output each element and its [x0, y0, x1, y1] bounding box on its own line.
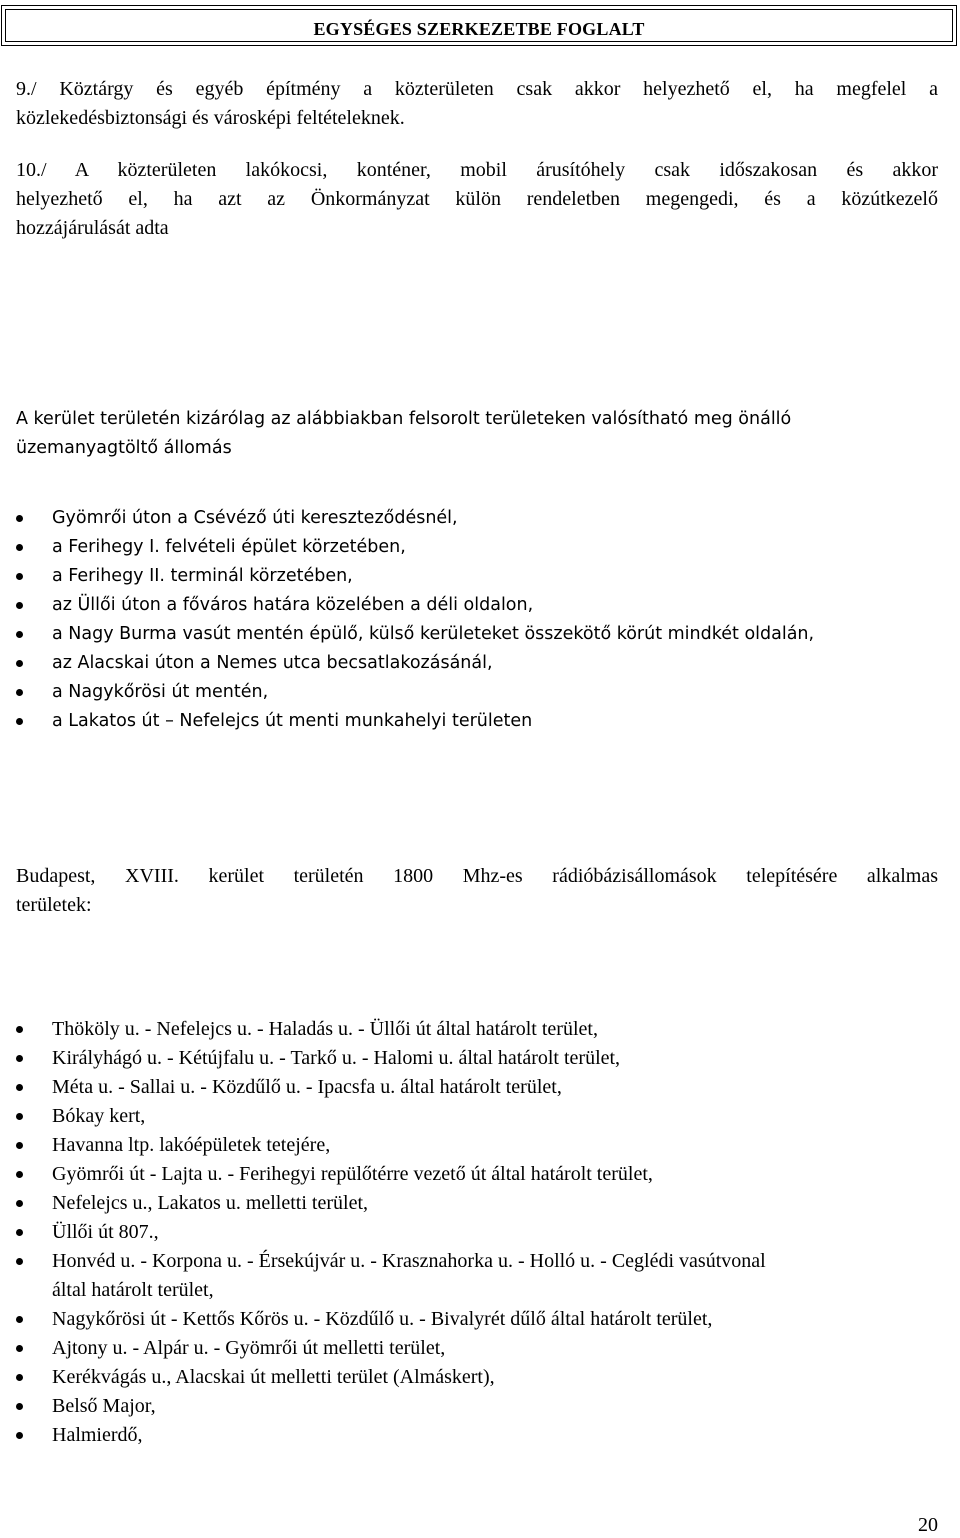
bullet-icon	[16, 544, 23, 551]
bullet-icon	[16, 1258, 23, 1265]
list-item: Üllői út 807.,	[16, 1218, 938, 1247]
list-item: Halmierdő,	[16, 1421, 938, 1450]
bullet-icon	[16, 1142, 23, 1149]
radio-intro-line-1: Budapest, XVIII. kerület területén 1800 Mhz-es rádióbázisállomások telepítésére alkalmas	[16, 865, 938, 887]
bullet-icon	[16, 1084, 23, 1091]
list-item: a Ferihegy I. felvételi épület körzetében,	[16, 533, 938, 562]
list-item: a Lakatos út – Nefelejcs út menti munkahelyi területen	[16, 707, 938, 736]
bullet-icon	[16, 718, 23, 725]
fuel-intro-line-2: üzemanyagtöltő állomás	[16, 438, 232, 458]
list-item: a Ferihegy II. terminál körzetében,	[16, 562, 938, 591]
bullet-icon	[16, 1200, 23, 1207]
bullet-icon	[16, 1026, 23, 1033]
list-item: Gyömrői út - Lajta u. - Ferihegyi repülőtérre vezető út által határolt terület,	[16, 1160, 938, 1189]
fuel-intro-line-1: A kerület területén kizárólag az alábbiakban felsorolt területeken valósítható meg önálló	[16, 409, 792, 429]
page-number: 20	[918, 1514, 938, 1536]
paragraph-9-line-2: közlekedésbiztonsági és városképi feltételeknek.	[16, 107, 405, 129]
paragraph-9	[16, 75, 938, 133]
list-item: a Nagykőrösi út mentén,	[16, 678, 938, 707]
bullet-icon	[16, 1403, 23, 1410]
bullet-icon	[16, 1316, 23, 1323]
bullet-icon	[16, 631, 23, 638]
list-item: az Alacskai úton a Nemes utca becsatlakozásánál,	[16, 649, 938, 678]
header-frame	[1, 5, 957, 46]
paragraph-9-line-1: 9./ Köztárgy és egyéb építmény a közterületen csak akkor helyezhető el, ha megfelel a	[16, 78, 938, 100]
list-item: Honvéd u. - Korpona u. - Érsekújvár u. - Krasznahorka u. - Holló u. - Ceglédi vasútvonal	[16, 1247, 938, 1276]
list-item: Thököly u. - Nefelejcs u. - Haladás u. - Üllői út által határolt terület,	[16, 1015, 938, 1044]
paragraph-10-line-3: hozzájárulását adta	[16, 217, 169, 239]
list-item: Kerékvágás u., Alacskai út melletti terület (Almáskert),	[16, 1363, 938, 1392]
list-item: Királyhágó u. - Kétújfalu u. - Tarkő u. - Halomi u. által határolt terület,	[16, 1044, 938, 1073]
radio-intro-line-2: területek:	[16, 894, 92, 916]
paragraph-10-line-2: helyezhető el, ha azt az Önkormányzat külön rendeletben megengedi, és a közútkezelő	[16, 188, 938, 210]
list-item: Bókay kert,	[16, 1102, 938, 1131]
bullet-icon	[16, 1345, 23, 1352]
bullet-icon	[16, 602, 23, 609]
bullet-icon	[16, 573, 23, 580]
bullet-icon	[16, 1432, 23, 1439]
bullet-icon	[16, 1374, 23, 1381]
bullet-icon	[16, 1171, 23, 1178]
list-item: Méta u. - Sallai u. - Közdűlő u. - Ipacsfa u. által határolt terület,	[16, 1073, 938, 1102]
list-item: Havanna ltp. lakóépületek tetejére,	[16, 1131, 938, 1160]
list-item: a Nagy Burma vasút mentén épülő, külső kerületeket összekötő körút mindkét oldalán,	[16, 620, 938, 649]
radio-station-list	[16, 1015, 938, 1450]
list-item: Belső Major,	[16, 1392, 938, 1421]
list-item: az Üllői úton a főváros határa közelében a déli oldalon,	[16, 591, 938, 620]
fuel-section-intro	[16, 405, 938, 463]
list-item: Gyömrői úton a Csévéző úti kereszteződésnél,	[16, 504, 938, 533]
list-item-continuation: által határolt terület,	[52, 1279, 214, 1301]
list-item: Nefelejcs u., Lakatos u. melletti terület,	[16, 1189, 938, 1218]
radio-section-intro	[16, 862, 938, 920]
bullet-icon	[16, 689, 23, 696]
paragraph-10	[16, 156, 938, 243]
bullet-icon	[16, 1055, 23, 1062]
fuel-station-list	[16, 504, 938, 736]
list-item: Nagykőrösi út - Kettős Kőrös u. - Közdűlő u. - Bivalyrét dűlő által határolt terület,	[16, 1305, 938, 1334]
bullet-icon	[16, 515, 23, 522]
paragraph-10-line-1: 10./ A közterületen lakókocsi, konténer, mobil árusítóhely csak időszakosan és akkor	[16, 159, 938, 181]
page-header-title: EGYSÉGES SZERKEZETBE FOGLALT	[313, 19, 645, 39]
list-item: Ajtony u. - Alpár u. - Gyömrői út melletti terület,	[16, 1334, 938, 1363]
bullet-icon	[16, 1229, 23, 1236]
bullet-icon	[16, 660, 23, 667]
bullet-icon	[16, 1113, 23, 1120]
